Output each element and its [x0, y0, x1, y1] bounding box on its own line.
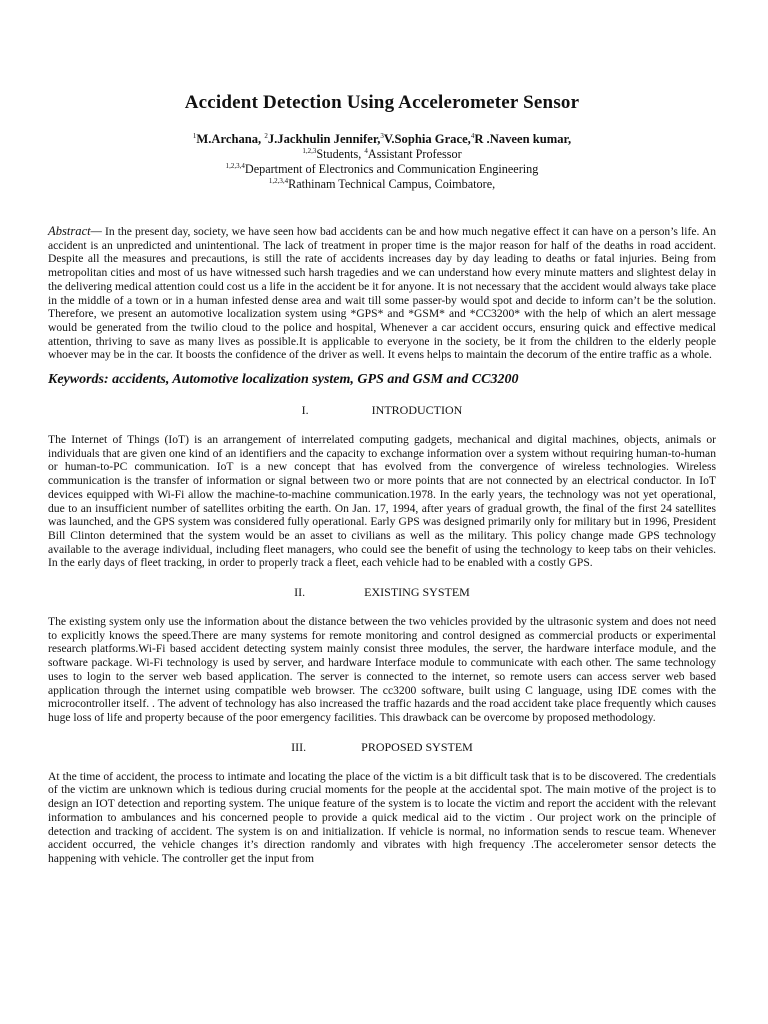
section-heading — [48, 740, 716, 755]
affiliation-text: Assistant Professor — [367, 147, 462, 161]
author-superscript: 2 — [264, 131, 268, 140]
author-name: V.Sophia Grace, — [383, 132, 471, 146]
author-superscript: 1 — [192, 131, 197, 140]
affiliation-superscript: 1,2,3,4 — [225, 161, 245, 170]
abstract-paragraph — [48, 225, 716, 362]
affiliation-text: Department of Electronics and Communication Engineering — [244, 162, 539, 176]
section-title: PROPOSED SYSTEM — [361, 739, 473, 754]
section-paragraph: The existing system only use the information about the distance between the two vehicles provided by the ultrasonic system and does not need to explicitly knows the speed.There are many systems for remote monitoring and control designed as commercial products or experimental research platforms.Wi-Fi based accident detecting system mainly consist three modules, the server, the hardware interface module, and the software package. Wi-Fi technology is used by server, and hardware Interface module to communicate with each other. The same technology uses to login to the server web based application. The server is connected to the internet, so remote users can access server web based application through the internet using compatible web browser. The cc3200 software, built using C language, using IDE comes with the microcontroller itself. . The advent of technology has also increased the traffic hazards and the road accident take place frequently which causes huge loss of life and property because of the poor emergency facilities. This drawback can be overcome by proposed methodology. — [48, 615, 716, 724]
affiliation-line — [48, 177, 716, 192]
author-name: R .Naveen kumar, — [474, 132, 572, 146]
section-title: INTRODUCTION — [371, 403, 463, 418]
section-paragraph: At the time of accident, the process to intimate and locating the place of the victim is a bit difficult task that is to be discovered. The credentials of the victim are unknown which is tedious during crucial moments for the people at the accidental spot. The main motive of the project is to design an IOT detection and reporting system. The unique feature of the system is to locate the victim and report the accident with the relevant information to ambulances and his concerned people to provide a quick medical aid to the victim . Our project work on the principle of detection and tracking of accident. The system is on and initialization. If vehicle is normal, no information sends to rescue team. Whenever accident occurred, the vehicle changes it’s direction randomly and vibrates with high frequency .The accelerometer sensor detects the happening with vehicle. The controller get the input from — [48, 769, 716, 865]
author-name: J.Jackhulin Jennifer, — [267, 132, 381, 146]
section-title: EXISTING SYSTEM — [364, 585, 470, 600]
affiliation-line — [48, 147, 716, 162]
author-superscript: 3 — [380, 131, 384, 140]
section-number: I. — [301, 403, 309, 418]
author-superscript: 4 — [470, 131, 475, 140]
abstract-section — [48, 225, 716, 388]
section-paragraph: The Internet of Things (IoT) is an arrangement of interrelated computing gadgets, mechanical and digital machines, objects, animals or individuals that are given one kind of an identifiers and the capacity to exchange information over a system without requiring human-to-human or human-to-PC communication. IoT is a new concept that has evolved from the convergence of wireless technologies. Wireless communication is the transfer of information or signal between two or more points that are not connected by an electrical conductor. In IoT devices equipped with Wi-Fi allow the machine-to-machine communication.1978. In the early years, the technology was not yet operational, due to an insufficient number of satellites orbiting the earth. On Jan. 17, 1994, after years of gradual growth, the final of the first 24 satellites was launched, and the GPS system was considered fully operational. Early GPS was designed primarily only for military but in 1996, President Bill Clinton determined that the system would be an asset to civilians as well as the military. This policy change made GPS technology available to the average individual, including fleet managers, who could see the benefit of using the technology to keep tabs on their vehicles. In the early days of fleet tracking, in order to properly track a fleet, each vehicle had to be enabled with a costly GPS. — [48, 433, 716, 570]
section-heading — [48, 585, 716, 600]
author-name: M.Archana, — [196, 132, 265, 146]
author-list — [48, 132, 716, 147]
section-heading — [48, 403, 716, 418]
section-number: II. — [294, 585, 306, 600]
abstract-text: In the present day, society, we have seen how bad accidents can be and how much negative effect it can have on a person’s life. An accident is an unpredicted and unintentional. The lack of treatment in proper time is the major reason for half of the deaths in road accident. Despite all the measures and precautions, is still the rate of accidents increases day by day leading to deaths or fatal injuries. Being from metropolitan cities and most of us have witnessed such harsh tragedies and we can understand how every minute matters and slightest delay in the delivering medical attention could cost us a life in the accident be it for anyone. It is not necessary that the accident would always take place in the middle of a town or in a human infested dense area and wait till some passer-by would spot and decide to inform can’t be the solution. Therefore, we present an automotive localization system using *GPS* and *GSM* and *CC3200* with the help of which an alert message would be generated from the twilio cloud to the police and hospital, Whenever a car accident occurs, ensuring quick and effective medical attention, thriving to save as many lives as possible.It is applicable to everyone in the society, be it from the children to the elderly people whoever may be in the car. It boosts the confidence of the driver as well. It evens helps to maintain the decorum of the entire traffic as a whole. — [48, 225, 717, 362]
affiliation-text: Students, — [316, 147, 365, 161]
affiliation-line — [48, 162, 716, 177]
affiliation-superscript: 1,2,3,4 — [268, 176, 289, 185]
affiliation-text: Rathinam Technical Campus, Coimbatore, — [288, 177, 496, 191]
section-number: III. — [291, 739, 307, 754]
affiliation-superscript: 1,2,3 — [302, 146, 317, 155]
keywords: Keywords: accidents, Automotive localization system, GPS and GSM and CC3200 — [48, 372, 519, 388]
abstract-label: Abstract— — [48, 224, 102, 238]
paper-title: Accident Detection Using Accelerometer Sensor — [184, 92, 580, 113]
affiliation-superscript: 4 — [364, 146, 368, 155]
